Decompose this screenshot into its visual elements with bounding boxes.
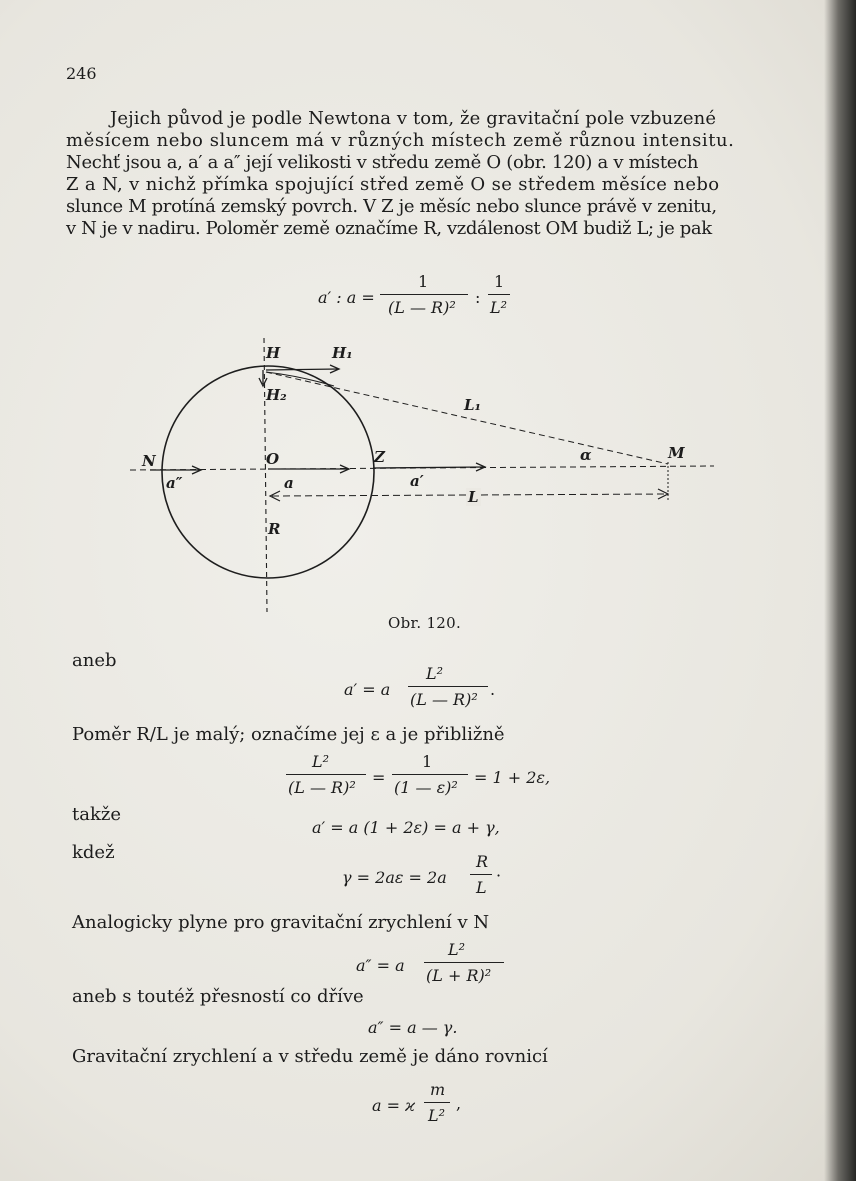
eq2-lhs: a′ = a — [344, 680, 391, 699]
eq8-den: L² — [428, 1106, 446, 1125]
label-O: O — [266, 450, 280, 468]
eq6-num: L² — [448, 940, 466, 959]
label-H: H — [266, 344, 281, 362]
text-aneb: aneb — [72, 650, 117, 671]
intro-line-4: Z a N, v nichž přímka spojující střed země O se středem měsíce nebo — [66, 174, 720, 195]
eq8-bar — [424, 1102, 450, 1103]
label-H2: H₂ — [266, 386, 287, 404]
eq5-den: L — [476, 878, 487, 897]
eq1-den1: (L — R)² — [388, 298, 456, 317]
eq3-tail: = 1 + 2ε, — [474, 768, 551, 787]
eq1-lhs: a′ : a = — [318, 288, 375, 307]
label-R: R — [268, 520, 281, 538]
eq5-tail: · — [496, 866, 502, 885]
eq1-den2: L² — [490, 298, 508, 317]
label-L: L — [468, 488, 479, 506]
eq3-den1: (L — R)² — [288, 778, 356, 797]
equation-a-double-prime-approx: a″ = a — γ. — [368, 1018, 458, 1037]
label-a2: a″ — [166, 474, 183, 492]
intro-line-6: v N je v nadiru. Poloměr země označíme R, vzdálenost OM budiž L; je pak — [66, 218, 712, 239]
eq5-lhs: γ = 2aε = 2a — [342, 868, 447, 887]
eq5-bar — [470, 874, 492, 875]
eq2-tail: . — [490, 680, 496, 699]
eq3-den2: (1 — ε)² — [394, 778, 458, 797]
eq3-num2: 1 — [422, 752, 433, 771]
intro-line-5: slunce M protíná zemský povrch. V Z je měsíc nebo slunce právě v zenitu, — [66, 196, 717, 217]
intro-line-3: Nechť jsou a, a′ a a″ její velikosti v středu země O (obr. 120) a v místech — [66, 152, 699, 173]
eq8-num: m — [430, 1080, 446, 1099]
eq2-num: L² — [426, 664, 444, 683]
eq3-eq: = — [372, 768, 386, 787]
label-N: N — [142, 452, 156, 470]
eq1-num2: 1 — [494, 272, 505, 291]
text-takze: takže — [72, 804, 122, 825]
line-L1 — [266, 372, 668, 464]
eq5-num: R — [476, 852, 489, 871]
intro-line-1: Jejich původ je podle Newtona v tom, že gravitační pole vzbuzené — [110, 108, 717, 129]
label-a: a — [284, 474, 294, 492]
eq2-den: (L — R)² — [410, 690, 478, 709]
page-number: 246 — [66, 64, 97, 83]
eq3-bar2 — [392, 774, 468, 775]
label-H1: H₁ — [332, 344, 353, 362]
label-M: M — [668, 444, 685, 462]
intro-line-2: měsícem nebo sluncem má v různých místech země různou intensitu. — [66, 130, 735, 151]
eq3-bar1 — [286, 774, 366, 775]
arrow-a1 — [373, 467, 484, 468]
text-pomer: Poměr R/L je malý; označíme jej ε a je přibližně — [72, 724, 505, 745]
eq1-sep: : — [475, 288, 481, 307]
eq3-num1: L² — [312, 752, 330, 771]
text-aneb2: aneb s toutéž přesností co dříve — [72, 986, 364, 1007]
eq6-bar — [424, 962, 504, 963]
text-kdez: kdež — [72, 842, 115, 863]
label-Z: Z — [374, 448, 385, 466]
eq1-num1: 1 — [418, 272, 429, 291]
figure-caption: Obr. 120. — [388, 614, 462, 632]
arrow-H1 — [266, 369, 338, 370]
label-a1: a′ — [410, 472, 424, 490]
eq2-bar — [408, 686, 488, 687]
eq8-lhs: a = ϰ — [372, 1096, 416, 1115]
text-analog: Analogicky plyne pro gravitační zrychlení v N — [72, 912, 490, 933]
eq6-den: (L + R)² — [426, 966, 492, 985]
eq6-lhs: a″ = a — [356, 956, 405, 975]
text-grav: Gravitační zrychlení a v středu země je dáno rovnicí — [72, 1046, 548, 1067]
label-alpha: α — [580, 446, 592, 464]
equation-a-prime-expanded: a′ = a (1 + 2ε) = a + γ, — [312, 818, 500, 837]
label-L1: L₁ — [464, 396, 482, 414]
eq8-tail: , — [456, 1094, 462, 1113]
